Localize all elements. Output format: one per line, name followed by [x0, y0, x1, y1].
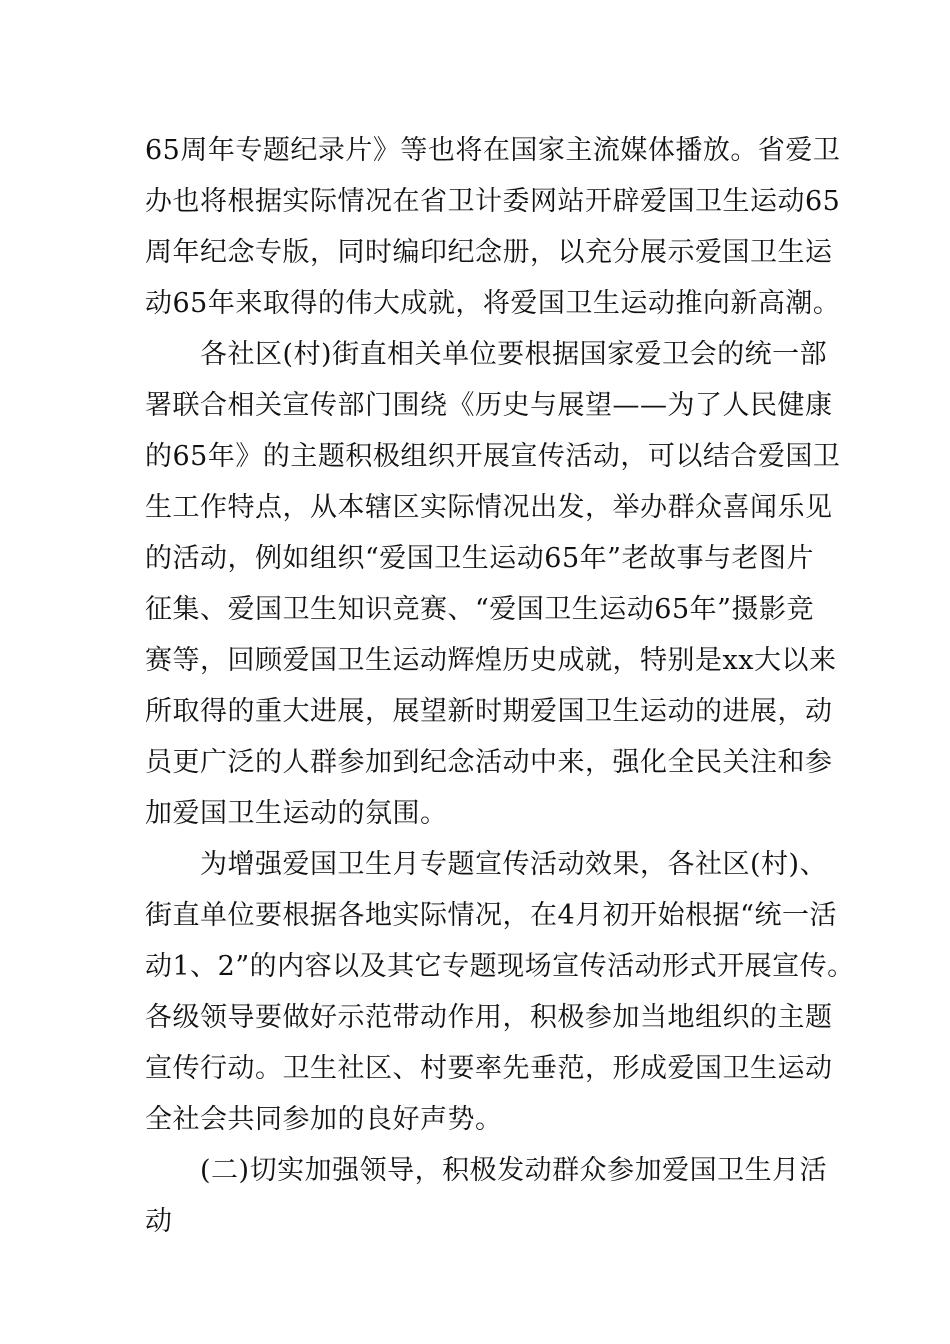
text-line: 员更广泛的人群参加到纪念活动中来，强化全民关注和参: [145, 747, 833, 778]
text-line: 动65年来取得的伟大成就，将爱国卫生运动推向新高潮。: [145, 288, 841, 319]
text-line: 宣传行动。卫生社区、村要率先垂范，形成爱国卫生运动: [145, 1053, 833, 1084]
text-line: 全社会共同参加的良好声势。: [145, 1104, 503, 1135]
paragraph-start-line: 各社区(村)街直相关单位要根据国家爱卫会的统一部: [200, 339, 828, 370]
text-line: 征集、爱国卫生知识竞赛、“爱国卫生运动65年”摄影竞: [145, 594, 814, 625]
text-line: 的活动，例如组织“爱国卫生运动65年”老故事与老图片: [145, 543, 814, 574]
text-line: 加爱国卫生运动的氛围。: [145, 798, 448, 829]
section-heading-line: (二)切实加强领导，积极发动群众参加爱国卫生月活: [200, 1155, 828, 1186]
text-line: 各级领导要做好示范带动作用，积极参加当地组织的主题: [145, 1002, 833, 1033]
text-line: 的65年》的主题积极组织开展宣传活动，可以结合爱国卫: [145, 441, 841, 472]
text-line: 赛等，回顾爱国卫生运动辉煌历史成就，特别是xx大以来: [145, 645, 837, 676]
text-line: 街直单位要根据各地实际情况，在4月初开始根据“统一活: [145, 900, 837, 931]
text-line: 所取得的重大进展，展望新时期爱国卫生运动的进展，动: [145, 696, 833, 727]
text-line: 周年纪念专版，同时编印纪念册，以充分展示爱国卫生运: [145, 237, 833, 268]
text-line: 生工作特点，从本辖区实际情况出发，举办群众喜闻乐见: [145, 492, 833, 523]
text-line: 动1、2”的内容以及其它专题现场宣传活动形式开展宣传。: [145, 951, 855, 982]
text-line: 65周年专题纪录片》等也将在国家主流媒体播放。省爱卫: [145, 135, 841, 166]
section-heading-line: 动: [145, 1206, 173, 1237]
text-line: 办也将根据实际情况在省卫计委网站开辟爱国卫生运动65: [145, 186, 841, 217]
paragraph-start-line: 为增强爱国卫生月专题宣传活动效果，各社区(村)、: [200, 849, 828, 880]
text-line: 署联合相关宣传部门围绕《历史与展望——为了人民健康: [145, 390, 833, 421]
